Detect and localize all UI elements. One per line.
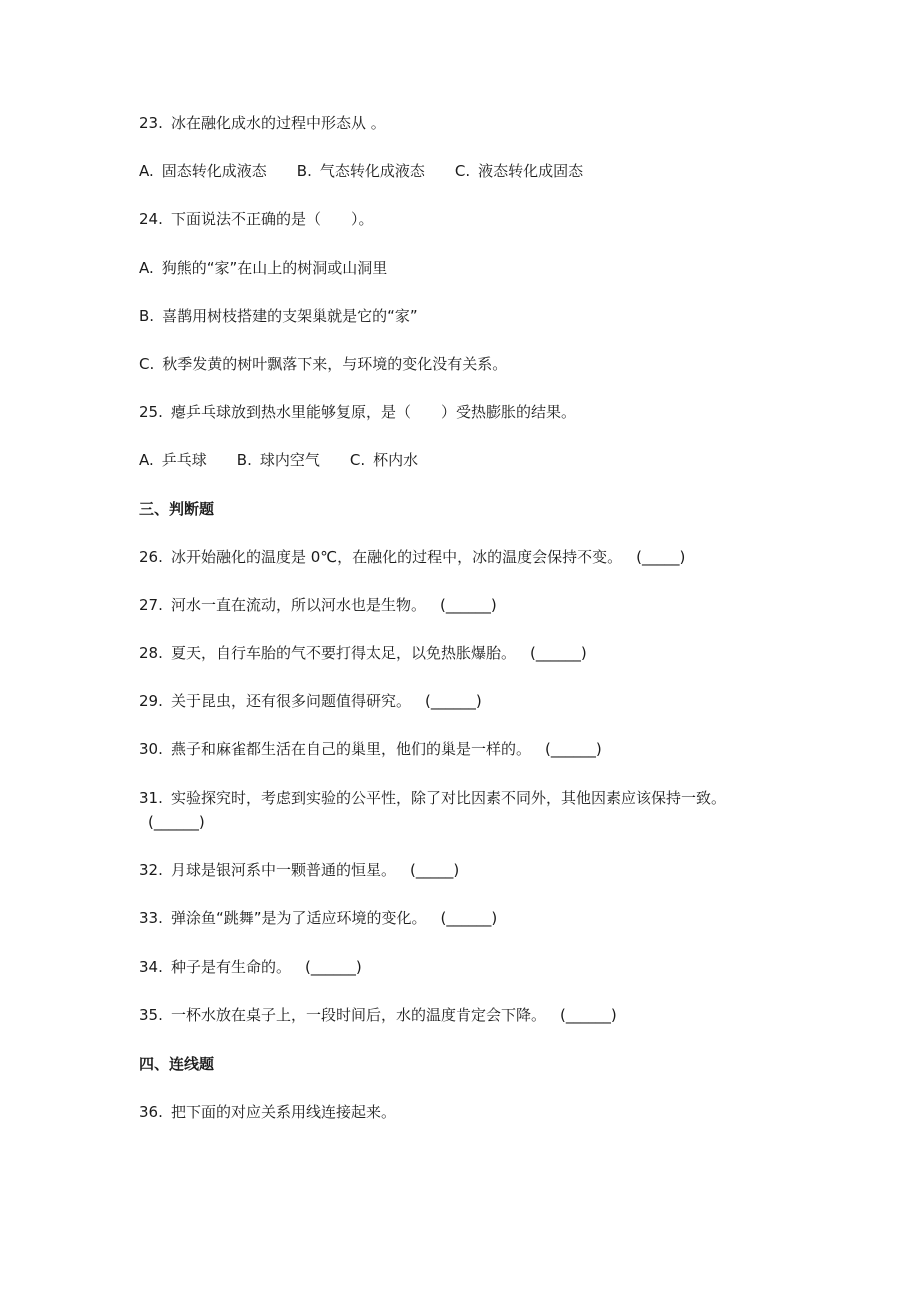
option-a[interactable]: A. 乒乓球 (139, 451, 207, 469)
question-32: 32. 月球是银河系中一颗普通的恒星。 (_____) (139, 861, 460, 879)
question-28: 28. 夏天，自行车胎的气不要打得太足，以免热胀爆胎。 (______) (139, 644, 587, 662)
answer-blank[interactable]: (______) (440, 596, 497, 614)
answer-blank[interactable]: (______) (305, 958, 362, 976)
answer-blank[interactable]: (_____) (636, 548, 686, 566)
question-24-option-a[interactable]: A. 狗熊的“家”在山上的树洞或山洞里 (139, 259, 388, 277)
question-text: 下面说法不正确的是（ ）。 (171, 210, 374, 228)
answer-blank[interactable]: (______) (148, 813, 205, 831)
question-text: 冰在融化成水的过程中形态从 。 (171, 114, 386, 132)
answer-blank[interactable]: (______) (440, 909, 498, 927)
answer-blank[interactable]: (______) (425, 692, 482, 710)
option-b[interactable]: B. 气态转化成液态 (296, 162, 425, 180)
question-34: 34. 种子是有生命的。 (______) (139, 958, 362, 976)
option-b[interactable]: B. 球内空气 (236, 451, 320, 469)
question-text: 瘪乒乓球放到热水里能够复原，是（ ）受热膨胀的结果。 (171, 403, 577, 421)
question-36: 36. 把下面的对应关系用线连接起来。 (139, 1103, 397, 1121)
question-33: 33. 弹涂鱼“跳舞”是为了适应环境的变化。 (______) (139, 909, 498, 927)
question-25 (139, 402, 576, 422)
question-27: 27. 河水一直在流动，所以河水也是生物。 (______) (139, 596, 497, 614)
question-24-option-c[interactable]: C. 秋季发黄的树叶飘落下来，与环境的变化没有关系。 (139, 355, 508, 373)
option-a[interactable]: A. 固态转化成液态 (139, 162, 267, 180)
question-35: 35. 一杯水放在桌子上，一段时间后，水的温度肯定会下降。 (______) (139, 1006, 617, 1024)
option-c[interactable]: C. 杯内水 (349, 451, 419, 469)
answer-blank[interactable]: (_____) (410, 861, 460, 879)
question-25-options (139, 450, 418, 470)
question-24-option-b[interactable]: B. 喜鹊用树枝搭建的支架巢就是它的“家” (139, 307, 418, 325)
question-30: 30. 燕子和麻雀都生活在自己的巢里，他们的巢是一样的。 (______) (139, 740, 602, 758)
question-23 (139, 113, 386, 133)
section-heading-judgment: 三、判断题 (139, 500, 215, 518)
option-c[interactable]: C. 液态转化成固态 (454, 162, 584, 180)
question-29: 29. 关于昆虫，还有很多问题值得研究。 (______) (139, 692, 482, 710)
section-heading-matching: 四、连线题 (139, 1055, 215, 1073)
question-number: 24. (139, 210, 163, 228)
question-number: 23. (139, 114, 163, 132)
answer-blank[interactable]: (______) (560, 1006, 617, 1024)
question-23-options (139, 161, 583, 181)
answer-blank[interactable]: (______) (545, 740, 602, 758)
question-24 (139, 209, 374, 229)
question-number: 25. (139, 403, 163, 421)
question-31: 31. 实验探究时，考虑到实验的公平性，除了对比因素不同外，其他因素应该保持一致。 (139, 789, 727, 807)
answer-blank[interactable]: (______) (530, 644, 587, 662)
question-26: 26. 冰开始融化的温度是 0℃，在融化的过程中，冰的温度会保持不变。 (_____) (139, 548, 686, 566)
